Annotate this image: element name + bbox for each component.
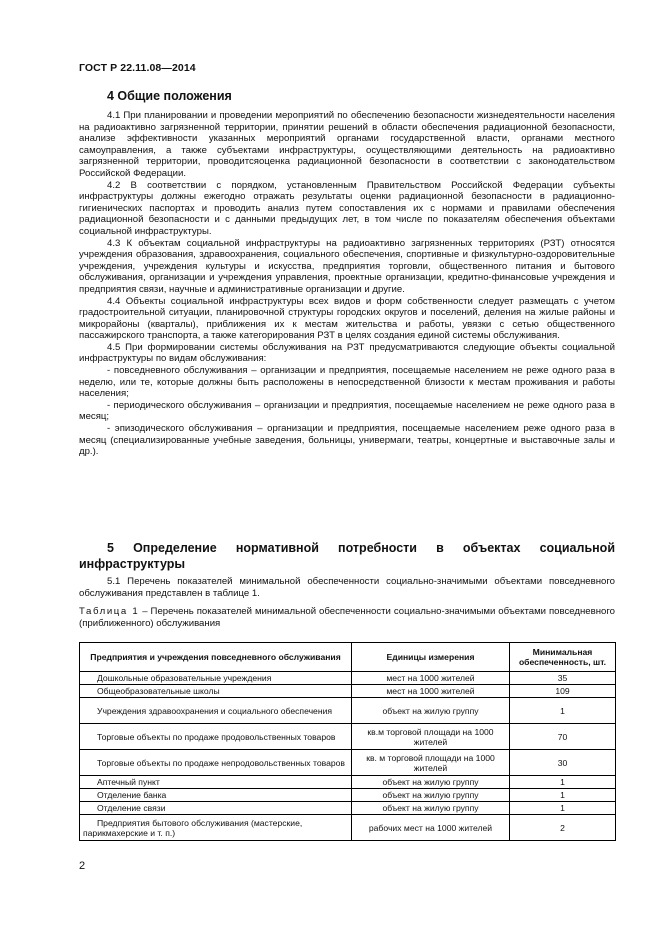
paragraph-4-4: 4.4 Объекты социальной инфраструктуры всех видов и форм собственности следует размещать с учетом градостроительной ситуации, планировочной структуры городских округов и поселений, деления на жилые районы и микрорайоны (кварталы), приближения их к местам жительства и работы, увязки с сетью общественного пассажирского транспорта, а также категорирования РЗТ в целях создания единой системы обслуживания.	[79, 295, 615, 342]
table-cell: Аптечный пункт	[80, 776, 352, 789]
table-row	[80, 672, 616, 685]
table-header-cell: Предприятия и учреждения повседневного обслуживания	[80, 643, 352, 672]
table-cell: Торговые объекты по продаже непродовольственных товаров	[80, 750, 352, 776]
table-cell: Отделение банка	[80, 789, 352, 802]
table-row	[80, 776, 616, 789]
section-5-title: 5 Определение нормативной потребности в объектах социальной инфраструктуры	[79, 541, 615, 571]
page-number: 2	[79, 860, 86, 872]
table-cell: объект на жилую группу	[352, 802, 510, 815]
table-cell: объект на жилую группу	[352, 698, 510, 724]
table-cell: мест на 1000 жителей	[352, 685, 510, 698]
list-item-episodic: - эпизодического обслуживания – организации и предприятия, посещаемые населением реже одного раза в месяц (специализированные учебные заведения, больницы, универмаги, театры, концертные и выставочные залы и др.).	[79, 423, 615, 458]
document-header: ГОСТ Р 22.11.08—2014	[79, 62, 196, 74]
paragraph-4-1: 4.1 При планировании и проведении мероприятий по обеспечению безопасности жизнедеятельности населения на радиоактивно загрязненной территории, принятии решений в области обеспечения радиационной безопасности, анализе эффективности указанных мероприятий органами государственной власти, органами местного самоуправления, а также субъектами инфраструктуры, осуществляющими деятельность на радиоактивно загрязненной территории, проводитсяоценка радиационной безопасности в соответствии с законодательством Российской Федерации.	[79, 110, 615, 179]
table-row	[80, 698, 616, 724]
table-cell: 1	[510, 776, 616, 789]
table-cell: 1	[510, 698, 616, 724]
table-row	[80, 789, 616, 802]
table-cell: 30	[510, 750, 616, 776]
table-cell: Общеобразовательные школы	[80, 685, 352, 698]
table-caption-label: Таблица 1	[79, 606, 140, 617]
table-cell: 1	[510, 802, 616, 815]
table-header-row	[80, 643, 616, 672]
paragraph-5-1: 5.1 Перечень показателей минимальной обеспеченности социально-значимыми объектами повседневного обслуживания представлен в таблице 1.	[79, 576, 615, 599]
section-5-body	[79, 576, 615, 599]
table-cell: мест на 1000 жителей	[352, 672, 510, 685]
table-header-cell: Единицы измерения	[352, 643, 510, 672]
table-row	[80, 685, 616, 698]
table-row	[80, 724, 616, 750]
section-4-body	[79, 110, 615, 458]
table-caption	[79, 606, 615, 629]
table-cell: 1	[510, 789, 616, 802]
table-cell: 70	[510, 724, 616, 750]
table-cell: объект на жилую группу	[352, 776, 510, 789]
paragraph-4-2: 4.2 В соответствии с порядком, установленным Правительством Российской Федерации субъекты инфраструктуры должны ежегодно отражать результаты оценки радиационной безопасности в радиационно-гигиенических паспортах и проводить анализ путем сопоставления их с нормами и правилами обеспечения радиационной безопасности и с данными предыдущих лет, в том числе по показателям обеспечения объектами социальной инфраструктуры.	[79, 179, 615, 237]
table-caption-text: – Перечень показателей минимальной обеспеченности социально-значимыми объектами повседневного (приближенного) обслуживания	[79, 606, 615, 629]
table-cell: Торговые объекты по продаже продовольственных товаров	[80, 724, 352, 750]
list-item-periodic: - периодического обслуживания – организации и предприятия, посещаемые населением не реже одного раза в месяц;	[79, 399, 615, 423]
table-row	[80, 802, 616, 815]
section-4-title: 4 Общие положения	[107, 89, 232, 103]
table-row	[80, 750, 616, 776]
table-cell: кв. м торговой площади на 1000 жителей	[352, 750, 510, 776]
table-cell: 35	[510, 672, 616, 685]
table-cell: Дошкольные образовательные учреждения	[80, 672, 352, 685]
table-1	[79, 642, 616, 841]
list-item-daily: - повседневного обслуживания – организации и предприятия, посещаемые населением не реже одного раза в неделю, или те, которые должны быть расположены в непосредственной близости к местам проживания и работы населения;	[79, 365, 615, 400]
table-cell: Предприятия бытового обслуживания (мастерские, парикмахерские и т. п.)	[80, 815, 352, 841]
table-row	[80, 815, 616, 841]
table-cell: 2	[510, 815, 616, 841]
table-cell: рабочих мест на 1000 жителей	[352, 815, 510, 841]
table-cell: Отделение связи	[80, 802, 352, 815]
table-cell: 109	[510, 685, 616, 698]
table-header-cell: Минимальная обеспеченность, шт.	[510, 643, 616, 672]
table-cell: объект на жилую группу	[352, 789, 510, 802]
table-cell: Учреждения здравоохранения и социального обеспечения	[80, 698, 352, 724]
paragraph-4-5: 4.5 При формировании системы обслуживания на РЗТ предусматриваются следующие объекты социальной инфраструктуры по видам обслуживания:	[79, 341, 615, 365]
table-cell: кв.м торговой площади на 1000 жителей	[352, 724, 510, 750]
paragraph-4-3: 4.3 К объектам социальной инфраструктуры на радиоактивно загрязненных территориях (РЗТ) относятся учреждения образования, здравоохранения, социального обеспечения, спортивные и физкультурно-оздоровительные учреждения, учреждения культуры и искусства, предприятия торговли, общественного питания и бытового обслуживания, организации и учреждения управления, проектные организации, кредитно-финансовые учреждения и предприятия связи, научные и административные организации и другие.	[79, 237, 615, 295]
